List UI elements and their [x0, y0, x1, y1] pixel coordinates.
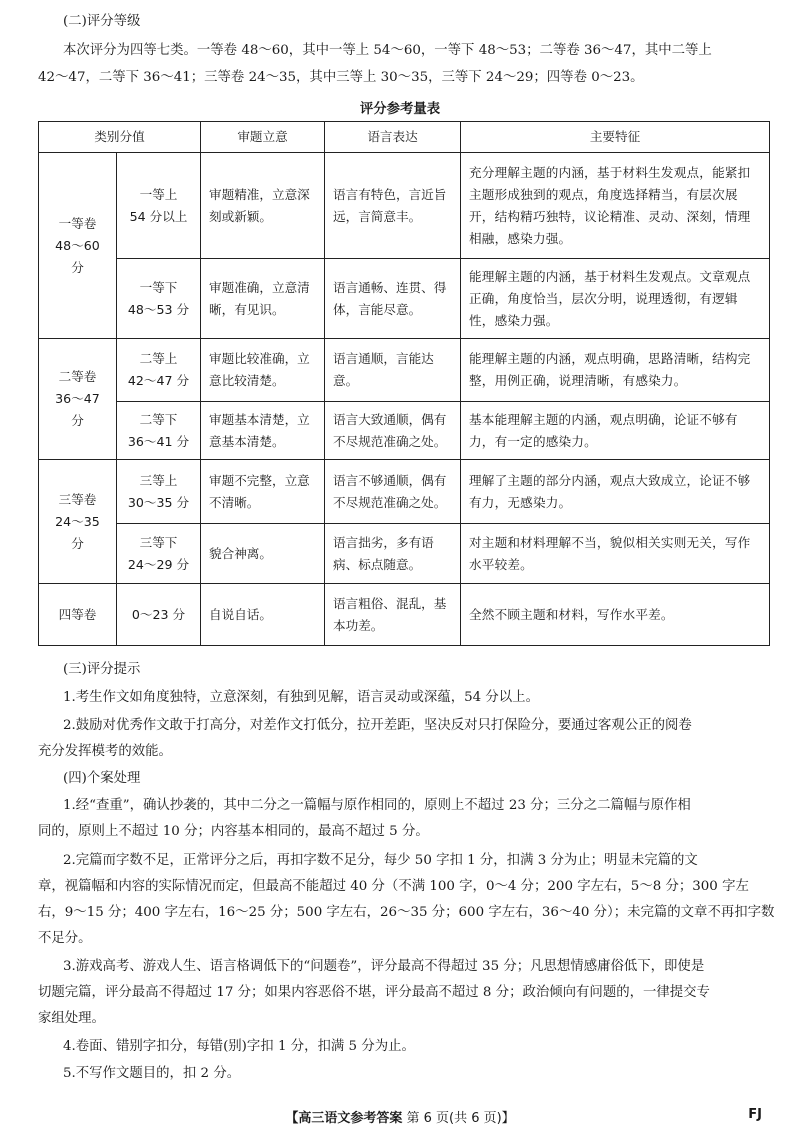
section4-item2-line3: 右，9～15 分；400 字左右，16～25 分；500 字左右，26～35 分；600 字左右，36～40 分）；未完篇的文章不再扣字数 [38, 905, 775, 920]
table-title: 评分参考量表 [359, 102, 441, 117]
section3-item2-line2: 充分发挥模考的效能。 [38, 744, 172, 759]
category-range: 0～23 分 [117, 584, 201, 646]
subcategory-name: 一等上 [139, 186, 178, 202]
table-row [39, 259, 770, 339]
feature-cell: 对主题和材料理解不当，貌似相关实则无关，写作水平较差。 [461, 524, 770, 584]
section2-line2: 42～47，二等下 36～41；三等卷 24～35，其中三等上 30～35，三等下 24～29；四等卷 0～23。 [38, 70, 644, 85]
header-feature: 主要特征 [461, 122, 770, 153]
subcategory-name: 三等上 [139, 472, 178, 488]
section2-heading: (二)评分等级 [63, 14, 141, 29]
subcategory-range: 30～35 分 [127, 494, 190, 510]
feature-cell: 全然不顾主题和材料，写作水平差。 [461, 584, 770, 646]
topic-cell: 审题基本清楚，立意基本清楚。 [201, 402, 325, 460]
category-name: 二等卷 [58, 369, 97, 384]
table-row [39, 153, 770, 259]
language-cell: 语言有特色，言近旨远，言简意丰。 [325, 153, 461, 259]
page-footer [0, 1107, 800, 1126]
topic-cell: 审题比较准确，立意比较清楚。 [201, 339, 325, 402]
section3-heading: (三)评分提示 [63, 662, 141, 677]
category-range: 48～60 分 [55, 237, 100, 275]
section4-item4: 4.卷面、错别字扣分，每错(别)字扣 1 分，扣满 5 分为止。 [63, 1039, 415, 1054]
section2-line1: 本次评分为四等七类。一等卷 48～60，其中一等上 54～60，一等下 48～53；二等卷 36～47，其中二等上 [63, 43, 712, 58]
section4-item2-line2: 章，视篇幅和内容的实际情况而定，但最高不能超过 40 分（不满 100 字，0～4 分；200 字左右，5～8 分；300 字左 [38, 879, 749, 894]
feature-cell: 充分理解主题的内涵，基于材料生发观点，能紧扣主题形成独到的观点，角度选择精当，有层次展开，结构精巧独特，议论精准、灵动、深刻，情理相融，感染力强。 [461, 153, 770, 259]
language-cell: 语言通顺，言能达意。 [325, 339, 461, 402]
subcategory-cell [117, 339, 201, 402]
section4-item3-line2: 切题完篇，评分最高不得超过 17 分；如果内容恶俗不堪，评分最高不超过 8 分；政治倾向有问题的，一律提交专 [38, 985, 710, 1000]
section4-item1-line2: 同的，原则上不超过 10 分；内容基本相同的，最高不超过 5 分。 [38, 824, 429, 839]
subcategory-range: 24～29 分 [127, 556, 190, 572]
category-range: 36～47 分 [55, 391, 100, 428]
footer-page: 第 6 页(共 6 页)】 [406, 1111, 515, 1126]
feature-cell: 理解了主题的部分内涵，观点大致成立，论证不够有力，无感染力。 [461, 460, 770, 524]
subcategory-range: 42～47 分 [127, 373, 190, 388]
language-cell: 语言拙劣，多有语病、标点随意。 [325, 524, 461, 584]
footer-code: FJ [748, 1107, 762, 1122]
section3-item2-line1: 2.鼓励对优秀作文敢于打高分，对差作文打低分，拉开差距，坚决反对只打保险分，要通过客观公正的阅卷 [63, 718, 692, 733]
section4-item1-line1: 1.经“查重”，确认抄袭的，其中二分之一篇幅与原作相同的，原则上不超过 23 分；三分之二篇幅与原作相 [63, 798, 691, 813]
header-language: 语言表达 [325, 122, 461, 153]
subcategory-cell [117, 153, 201, 259]
grading-table [38, 121, 770, 646]
subcategory-cell [117, 259, 201, 339]
language-cell: 语言大致通顺，偶有不尽规范准确之处。 [325, 402, 461, 460]
table-header-row [39, 122, 770, 153]
subcategory-cell [117, 524, 201, 584]
category-name: 一等卷 [58, 215, 97, 231]
category-range: 24～35 分 [55, 513, 100, 551]
topic-cell: 审题不完整，立意不清晰。 [201, 460, 325, 524]
table-row [39, 339, 770, 402]
topic-cell: 貌合神离。 [201, 524, 325, 584]
feature-cell: 基本能理解主题的内涵，观点明确，论证不够有力，有一定的感染力。 [461, 402, 770, 460]
category-cell [39, 339, 117, 460]
subcategory-range: 54 分以上 [129, 208, 188, 224]
feature-cell: 能理解主题的内涵，基于材料生发观点。文章观点正确，角度恰当，层次分明，说理透彻，有逻辑性，感染力强。 [461, 259, 770, 339]
table-row [39, 524, 770, 584]
table-row [39, 402, 770, 460]
table-row [39, 584, 770, 646]
subcategory-range: 48～53 分 [127, 301, 190, 317]
category-name: 四等卷 [39, 584, 117, 646]
subcategory-name: 二等上 [139, 351, 178, 366]
category-cell [39, 460, 117, 584]
subcategory-cell [117, 402, 201, 460]
table-row [39, 460, 770, 524]
category-name: 三等卷 [58, 491, 97, 507]
section4-item3-line1: 3.游戏高考、游戏人生、语言格调低下的“问题卷”，评分最高不得超过 35 分；凡思想情感庸俗低下，即使是 [63, 959, 705, 974]
language-cell: 语言不够通顺，偶有不尽规范准确之处。 [325, 460, 461, 524]
footer-title: 【高三语文参考答案 [285, 1111, 403, 1126]
header-category: 类别分值 [39, 122, 201, 153]
subcategory-name: 二等下 [139, 411, 178, 427]
topic-cell: 审题精准，立意深刻或新颖。 [201, 153, 325, 259]
section4-heading: (四)个案处理 [63, 771, 141, 786]
subcategory-cell [117, 460, 201, 524]
subcategory-range: 36～41 分 [127, 433, 190, 449]
language-cell: 语言粗俗、混乱，基本功差。 [325, 584, 461, 646]
category-cell [39, 153, 117, 339]
topic-cell: 自说自话。 [201, 584, 325, 646]
topic-cell: 审题准确，立意清晰，有见识。 [201, 259, 325, 339]
header-topic: 审题立意 [201, 122, 325, 153]
section4-item2-line4: 不足分。 [38, 931, 92, 946]
section3-item1: 1.考生作文如角度独特，立意深刻，有独到见解，语言灵动或深蕴，54 分以上。 [63, 690, 539, 705]
section4-item5: 5.不写作文题目的，扣 2 分。 [63, 1066, 241, 1081]
feature-cell: 能理解主题的内涵，观点明确，思路清晰，结构完整，用例正确，说理清晰，有感染力。 [461, 339, 770, 402]
subcategory-name: 三等下 [139, 534, 178, 550]
section4-item3-line3: 家组处理。 [38, 1011, 105, 1026]
section4-item2-line1: 2.完篇而字数不足，正常评分之后，再扣字数不足分，每少 50 字扣 1 分，扣满 3 分为止；明显未完篇的文 [63, 853, 698, 868]
language-cell: 语言通畅、连贯、得体，言能尽意。 [325, 259, 461, 339]
subcategory-name: 一等下 [139, 279, 178, 295]
